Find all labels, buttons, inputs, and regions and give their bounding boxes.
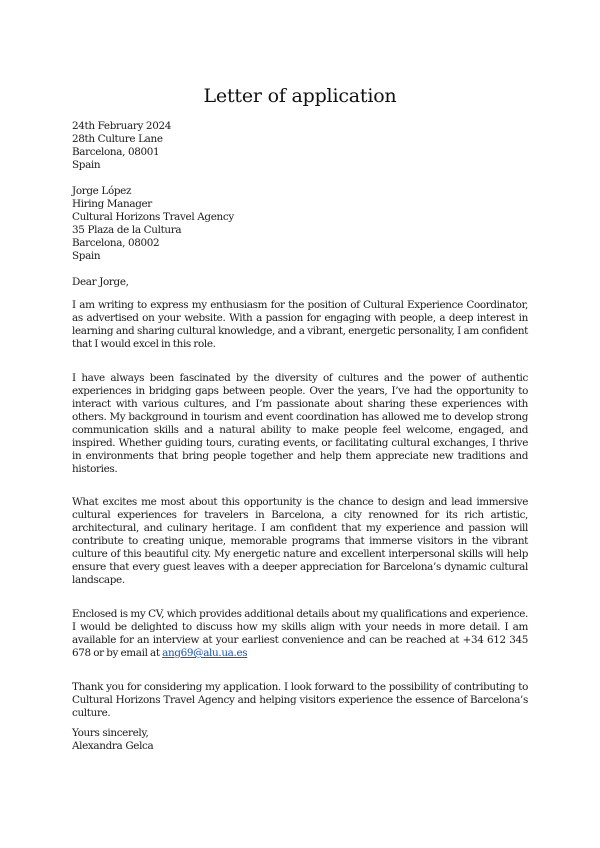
closing-phrase: Yours sincerely, [72, 727, 149, 739]
page-title: Letter of application [203, 85, 397, 107]
letter-date: 24th February 2024 [72, 120, 171, 132]
paragraph-closing: Thank you for considering my application. I look forward to the possibility of contributing to Cultural Horizons Travel Agency and helping visitors experience the essence of Barcelona’s culture. [72, 681, 528, 720]
recipient-country: Spain [72, 249, 101, 262]
paragraph-contact [72, 608, 528, 660]
sender-country: Spain [72, 158, 101, 171]
paragraph-motivation: What excites me most about this opportunity is the chance to design and lead immersive cultural experiences for travelers in Barcelona, a city renowned for its rich artistic, architectural, and culinary heritage. I am confident that my experience and passion will contribute to creating unique, memorable programs that immerse visitors in the vibrant culture of this beautiful city. My energetic nature and excellent interpersonal skills will help ensure that every guest leaves with a deeper appreciation for Barcelona’s dynamic cultural landscape. [72, 496, 528, 586]
paragraph-intro: I am writing to express my enthusiasm for the position of Cultural Experience Coordinator, as advertised on your website. With a passion for engaging with people, a deep interest in learning and sharing cultural knowledge, and a vibrant, energetic personality, I am confident that I would excel in this role. [72, 299, 528, 351]
recipient-address [72, 185, 528, 262]
contact-text: Enclosed is my CV, which provides additional details about my qualifications and experience. I would be delighted to discuss how my skills align with your needs in more detail. I am available for an interview at your earliest convenience and can be reached at +34 612 345 678 or by email at [72, 608, 528, 660]
signature-name: Alexandra Gelca [72, 739, 154, 752]
sign-off [72, 727, 528, 753]
salutation: Dear Jorge, [72, 276, 129, 288]
sender-city: Barcelona, 08001 [72, 145, 160, 158]
recipient-company: Cultural Horizons Travel Agency [72, 210, 234, 223]
recipient-street: 35 Plaza de la Cultura [72, 223, 182, 236]
email-link[interactable]: ang69@alu.ua.es [162, 647, 248, 660]
paragraph-background: I have always been fascinated by the diversity of cultures and the power of authentic experiences in bridging gaps between people. Over the years, I’ve had the opportunity to interact with various cultures, and I’m passionate about sharing these experiences with others. My background in tourism and event coordination has allowed me to develop strong communication skills and a natural ability to make people feel welcome, engaged, and inspired. Whether guiding tours, curating events, or facilitating cultural exchanges, I thrive in environments that bring people together and help them appreciate new traditions and histories. [72, 372, 528, 475]
recipient-city: Barcelona, 08002 [72, 236, 160, 249]
recipient-name: Jorge López [72, 185, 132, 197]
sender-address [72, 120, 528, 172]
recipient-role: Hiring Manager [72, 197, 152, 210]
sender-street: 28th Culture Lane [72, 132, 163, 145]
